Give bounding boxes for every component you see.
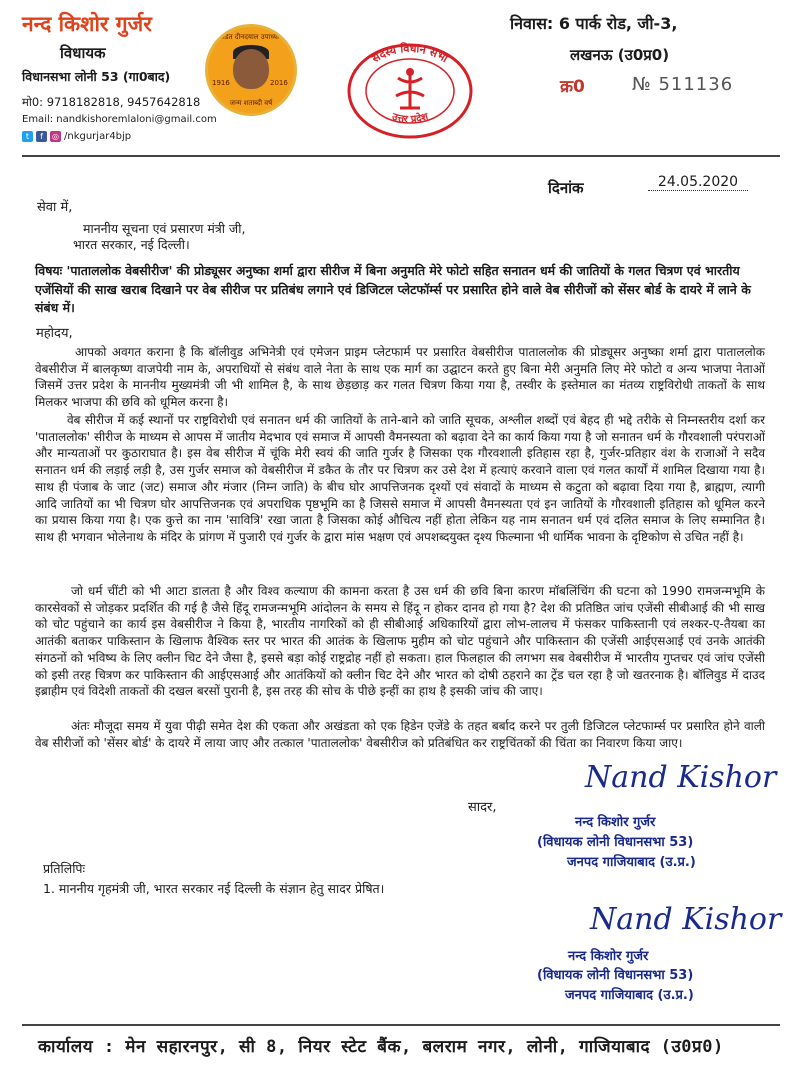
social-handle: /nkgurjar4bjp <box>64 131 132 142</box>
reference-number: № 511136 <box>632 74 734 95</box>
seal-bottom-text: उत्तर प्रदेश <box>390 111 430 126</box>
signature-name-2: नन्द किशोर गुर्जर <box>568 949 649 964</box>
social-row <box>22 131 131 142</box>
badge-top-text: पंडित दीनदयाल उपाध्याय <box>219 33 283 41</box>
date-label: दिनांक <box>548 179 584 197</box>
seal-top-text: सदस्य विधान सभा <box>369 42 451 66</box>
body-paragraph-2: वेब सीरीज में कई स्थानों पर राष्ट्रविरोधी एवं सनातन धर्म की जातियों के ताने-बाने को जाति सूचक, अश्लील शब्दों एवं बेहद ही भद्दे तरीके से निम्नस्तरीय दर्शा कर 'पाताललोक' सीरीज के माध्यम से आपस में जातीय मेदभाव एवं समाज में आपसी वैमनस्यता को बढ़ावा देने का कार्य किया गया है जो सनातन धर्म के गौरवशाली परंपराओं और मान्यताओं पर कुठाराघात है। इस वेब सीरीज में चूंकि मेरी स्वयं की जाति गुर्जर है जिसका एक गौरवशाली इतिहास रहा है, गुर्जर-प्रतिहार वंश के राजाओं ने सदैव सनातन धर्म की लड़ाई लड़ी है, उस गुर्जर समाज को वेबसीरीज में डकैत के तौर पर चित्रण कर उसे देश में हत्याएं करवाने वाला एवं गलत कार्यों में शामिल दिखाया गया है। साथ ही पंजाब के जाट (जट) समाज और मंजार (निम्न जाति) के बीच घोर आपत्तिजनक दृश्यों एवं संवादों के माध्यम से कटुता को बढ़ावा दिया गया है, ब्राह्मण, त्यागी आदि जातियों का भी चित्रण घोर आपत्तिजनक एवं अपराधिक पृष्ठभूमि का है जिससे समाज में आपसी वैमनस्यता एवं इन जातियों के गौरवशाली इतिहास को धूमिल करने का प्रयास किया गया है। एक कुत्ते का नाम 'सावित्रि' रखा जाता है जिसका कोई औचित्य नहीं होता लेकिन यह नाम सनातन धर्म एवं दलित समाज के लिए सम्मानित है। साथ ही भगवान भोलेनाथ के मंदिर के प्रांगण में पुजारी एवं गुर्जर के द्वारा मांस भक्षण एवं अपशब्दयुक्त दृश्य फिल्माना भी धार्मिक भावना के दृष्टिकोण से उचित नहीं है। <box>35 413 765 544</box>
header-divider <box>22 155 780 157</box>
office-address: कार्यालय : मेन सहारनपुर, सी 8, नियर स्टेट बैंक, बलराम नगर, लोनी, गाजियाबाद (उ0प्र0) <box>38 1037 724 1057</box>
signature-title-1: (विधायक लोनी विधानसभा 53) <box>537 835 694 850</box>
residence-address-line1: निवास: 6 पार्क रोड, जी-3, <box>510 14 678 33</box>
assembly-seal <box>346 42 474 140</box>
mla-name: नन्द किशोर गुर्जर <box>22 12 152 36</box>
mobile-numbers: मो0: 9718182818, 9457642818 <box>22 95 201 109</box>
residence-address-line2: लखनऊ (उ0प्र0) <box>570 46 670 64</box>
badge-year-left: 1916 <box>212 79 230 87</box>
badge-bottom-text: जन्म शताब्दी वर्ष <box>229 99 273 107</box>
footer-divider <box>22 1024 780 1026</box>
address-to-line3: भारत सरकार, नई दिल्ली। <box>73 237 190 252</box>
signature-scribble-2: Nand Kishor <box>590 902 782 937</box>
letter-date: 24.05.2020 <box>648 174 748 191</box>
cc-item: 1. माननीय गृहमंत्री जी, भारत सरकार नई दिल्ली के संज्ञान हेतु सादर प्रेषित। <box>43 881 385 896</box>
facebook-icon: f <box>36 131 47 142</box>
signature-scribble-1: Nand Kishor <box>585 760 777 795</box>
svg-text:उत्तर प्रदेश <box>390 111 431 125</box>
twitter-icon: t <box>22 131 33 142</box>
body-paragraph-1: आपको अवगत कराना है कि बॉलीवुड अभिनेत्री एवं एमेजन प्राइम प्लेटफार्म पर प्रसारित वेबसीरीज पाताललोक की प्रोड्यूसर अनुष्का शर्मा द्वारा पाताललोक वेबसीरीज में बालकृष्ण वाजपेयी नाम के, अपराधियों से संबंध वाले नेता के साथ एक मार्ग का उद्घाटन करते हुए बिना मेरी अनुमति लिए मेरे फोटो व अन्य भाजपा नेताओं जिसमें उत्तर प्रदेश के माननीय मुख्यमंत्री जी भी शामिल है, के साथ छेड़छाड़ कर गलत चित्रण किया गया है, तस्वीर के इस्तेमाल का मंतव्य राष्ट्रविरोधी ताकतों के साथ मिलकर भाजपा की छवि को धूमिल करना है। <box>35 345 765 410</box>
closing: सादर, <box>468 800 497 815</box>
badge-year-right: 2016 <box>270 79 288 87</box>
constituency: विधानसभा लोनी 53 (गा0बाद) <box>22 69 171 84</box>
portrait-face <box>233 49 269 89</box>
signature-district-1: जनपद गाजियाबाद (उ.प्र.) <box>567 855 696 870</box>
mla-role: विधायक <box>60 44 106 62</box>
letter-subject: विषयः 'पाताललोक वेबसीरीज' की प्रोड्यूसर अनुष्का शर्मा द्वारा सीरीज में बिना अनुमति मेरे फोटो सहित सनातन धर्म की जातियों के गलत चित्रण एवं भारतीय एजेंसियों की साख खराब दिखाने पर वेब सीरीज पर प्रतिबंध लगाने एवं डिजिटल प्लेटफॉर्म्स पर प्रसारित होने वाले वेब सीरीजों को सेंसर बोर्ड के दायरे में लाने के संबंध में। <box>35 263 751 315</box>
signature-name-1: नन्द किशोर गुर्जर <box>575 815 656 830</box>
body-paragraph-4: अंतः मौजूदा समय में युवा पीढ़ी समेत देश की एकता और अखंडता को एक हिडेन एजेंडे के तहत बर्बाद करने पर तुली डिजिटल प्लेटफार्म्स पर प्रसारित होने वाली वेब सीरीजों को 'सेंसर बोर्ड' के दायरे में लाया जाए और तत्काल 'पाताललोक' वेबसीरीज को प्रतिबंधित कर राष्ट्रचिंतकों की चिंता का निवारण किया जाए। <box>35 719 765 750</box>
address-to-line1: सेवा में, <box>37 200 73 215</box>
svg-text:सदस्य विधान सभा <box>369 42 451 66</box>
reference-label: क्र0 <box>560 77 585 97</box>
signature-district-2: जनपद गाजियाबाद (उ.प्र.) <box>565 988 694 1003</box>
centenary-badge-photo <box>205 24 297 116</box>
signature-title-2: (विधायक लोनी विधानसभा 53) <box>537 968 694 983</box>
body-paragraph-3: जो धर्म चींटी को भी आटा डालता है और विश्व कल्याण की कामना करता है उस धर्म की छवि बिना कारण मॉबलिंचिंग की घटना को 1990 रामजन्मभूमि के कारसेवकों से जोड़कर प्रदर्शित की गई है जैसे हिंदू रामजन्मभूमि आंदोलन के समय से हिंदू न होकर दानव हो गया है? देश की प्रतिष्ठित जांच एजेंसी सीबीआई की भी साख को चोट पहुंचाने का कार्य इस वेबसीरीज ने किया है, भारतीय नागरिकों को ही सीबीआई अधिकारियों द्वारा लोभ-लालच में फंसकर पाकिस्तानी एवं लश्कर-ए-तैयबा का आतंकी बताकर पाकिस्तान के खिलाफ वैश्विक स्तर पर भारत की आतंक के खिलाफ मुहीम को चोट पहुंचाने और पाकिस्तान की एजेंसी आईएसआई एवं उनके आतंकी संगठनों को भविष्य के लिए क्लीन चिट देने जैसा है, इससे बड़ा कोई राष्ट्रद्रोह नहीं हो सकता। हाल फिलहाल की लगभग सब वेबसीरीज में भारतीय गुप्तचर एवं जांच एजेंसी को इसी तरह चित्रण कर पाकिस्तान की आईएसआई और आतंकियों को क्लीन चिट देने और भारत को दोषी ठहराने का ट्रेंड चल रहा है जो खतरनाक है। बॉलिवुड में दाउद इब्राहीम एवं विदेशी ताकतों की दखल बरसों पुरानी है, इस तरह की सोच के पीछे इन्हीं का हाथ है इसकी जांच की जाए। <box>35 584 765 699</box>
cc-label: प्रतिलिपिः <box>43 861 86 876</box>
email-address: Email: nandkishoremlaloni@gmail.com <box>22 114 217 125</box>
salutation: महोदय, <box>36 326 73 341</box>
instagram-icon: ◎ <box>50 131 61 142</box>
address-to-line2: माननीय सूचना एवं प्रसारण मंत्री जी, <box>83 221 246 236</box>
